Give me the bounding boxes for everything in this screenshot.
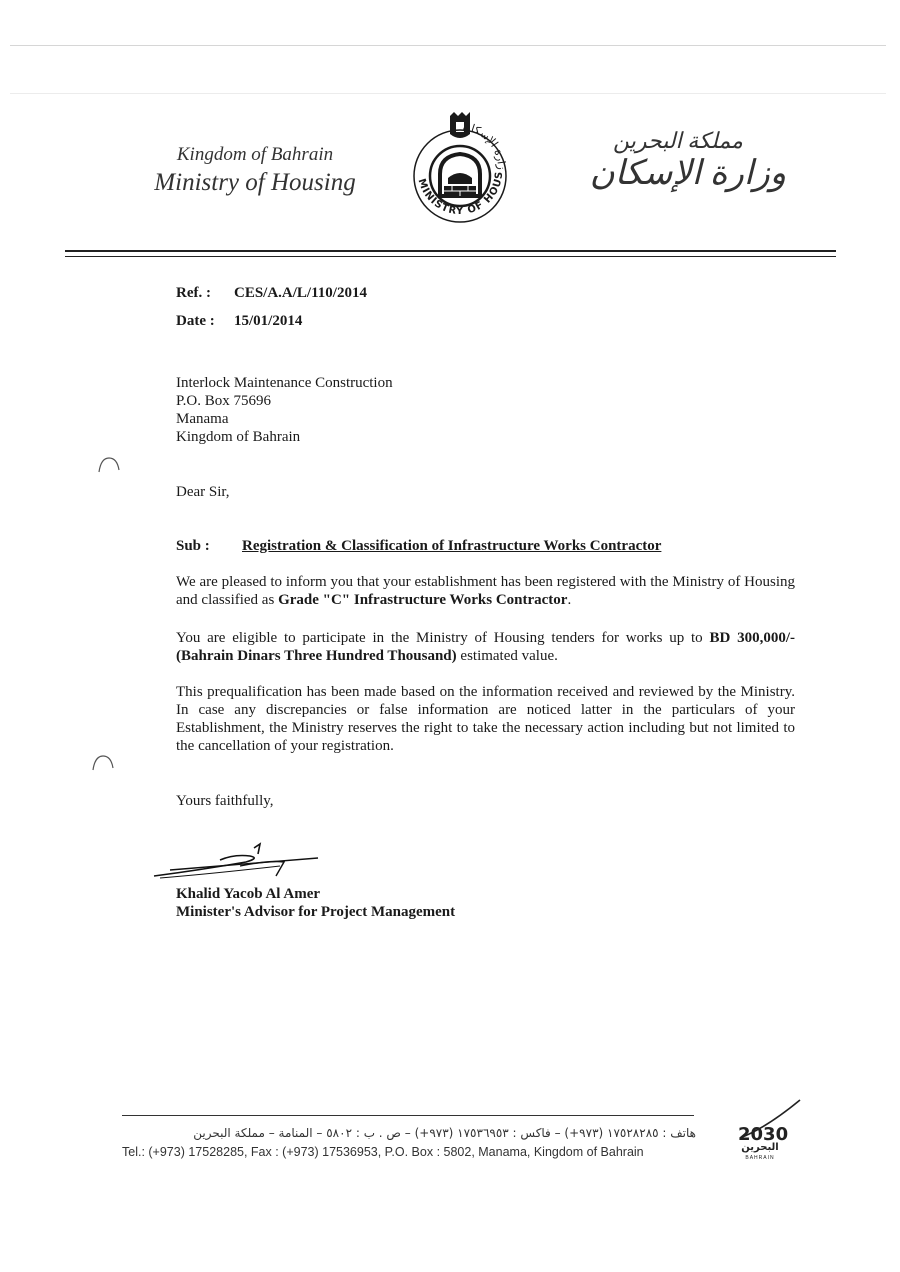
recipient-line: P.O. Box 75696 [176, 393, 272, 409]
date-value: 15/01/2014 [234, 313, 303, 329]
footer-contact-arabic: هاتف : ١٧٥٢٨٢٨٥ (٩٧٣+) – فاكس : ١٧٥٣٦٩٥٣ (٩٧٣+) – ص . ب : ٥٨٠٢ – المنامة – مملكة البحرين [193, 1126, 696, 1140]
emblem-text-arabic: زارة الإسكان [461, 120, 509, 170]
scan-edge-line [10, 45, 886, 46]
letterhead-arabic [578, 128, 798, 194]
reference-line [176, 285, 367, 302]
vision-arabic: البحرين [741, 1142, 779, 1153]
p2-text: You are eligible to participate in the Ministry of Housing tenders for works up to [176, 630, 710, 646]
subject-label: Sub : [176, 538, 210, 554]
vision-number: 2030 [738, 1124, 789, 1144]
recipient-address [176, 374, 393, 446]
closing: Yours faithfully, [176, 793, 274, 809]
body-paragraph-3: This prequalification has been made based on the information received and reviewed by the Ministry. In case any discrepancies or false information are noticed latter in the particulars of your Establishment, the Ministry reserves the right to take the necessary action including but not limited to the cancellation of your registration. [176, 684, 795, 754]
punch-hole-mark [96, 454, 122, 474]
date-label: Date : [176, 313, 215, 329]
p1-grade: Grade "C" Infrastructure Works Contractor [278, 592, 568, 608]
vision-english: BAHRAIN [745, 1155, 775, 1161]
footer-contact-english: Tel.: (+973) 17528285, Fax : (+973) 17536953, P.O. Box : 5802, Manama, Kingdom of Bahrain [122, 1145, 644, 1159]
letterhead-ministry-arabic: وزارة الإسكان [589, 155, 787, 192]
ref-label: Ref. : [176, 285, 211, 301]
p2-end: estimated value. [456, 648, 558, 664]
header-rule-thin [65, 256, 836, 257]
recipient-line: Interlock Maintenance Construction [176, 375, 393, 391]
letterhead-ministry: Ministry of Housing [154, 169, 356, 196]
header-rule [65, 250, 836, 252]
ref-value: CES/A.A/L/110/2014 [234, 285, 367, 301]
footer-rule [122, 1115, 694, 1116]
emblem-text: MINISTRY OF HOUS [415, 170, 506, 218]
letterhead-kingdom-arabic: مملكة البحرين [613, 128, 743, 153]
p1-end: . [567, 592, 572, 608]
signatory-block [176, 885, 455, 921]
subject-text: Registration & Classification of Infrastructure Works Contractor [242, 538, 662, 554]
handwritten-signature-icon [150, 840, 325, 882]
salutation: Dear Sir, [176, 484, 230, 500]
date-line [176, 313, 302, 330]
body-paragraph-2 [176, 629, 795, 665]
punch-hole-mark [90, 752, 116, 772]
letterhead-english [140, 143, 370, 199]
subject-line [176, 538, 661, 555]
body-paragraph-1 [176, 573, 795, 609]
p2-amount: BD 300,000/- (Bahrain Dinars Three Hundred Thousand) [176, 630, 796, 664]
recipient-line: Kingdom of Bahrain [176, 429, 301, 445]
scan-edge-line [10, 93, 886, 94]
letterhead-kingdom: Kingdom of Bahrain [176, 144, 334, 165]
recipient-line: Manama [176, 411, 229, 427]
p1-text: We are pleased to inform you that your establishment has been registered with the Ministry of Housing and classified as [176, 574, 795, 608]
bahrain-2030-logo [736, 1098, 804, 1144]
signatory-name: Khalid Yacob Al Amer [176, 886, 321, 902]
ministry-of-housing-emblem-icon [404, 112, 516, 232]
signatory-title: Minister's Advisor for Project Management [176, 904, 456, 920]
